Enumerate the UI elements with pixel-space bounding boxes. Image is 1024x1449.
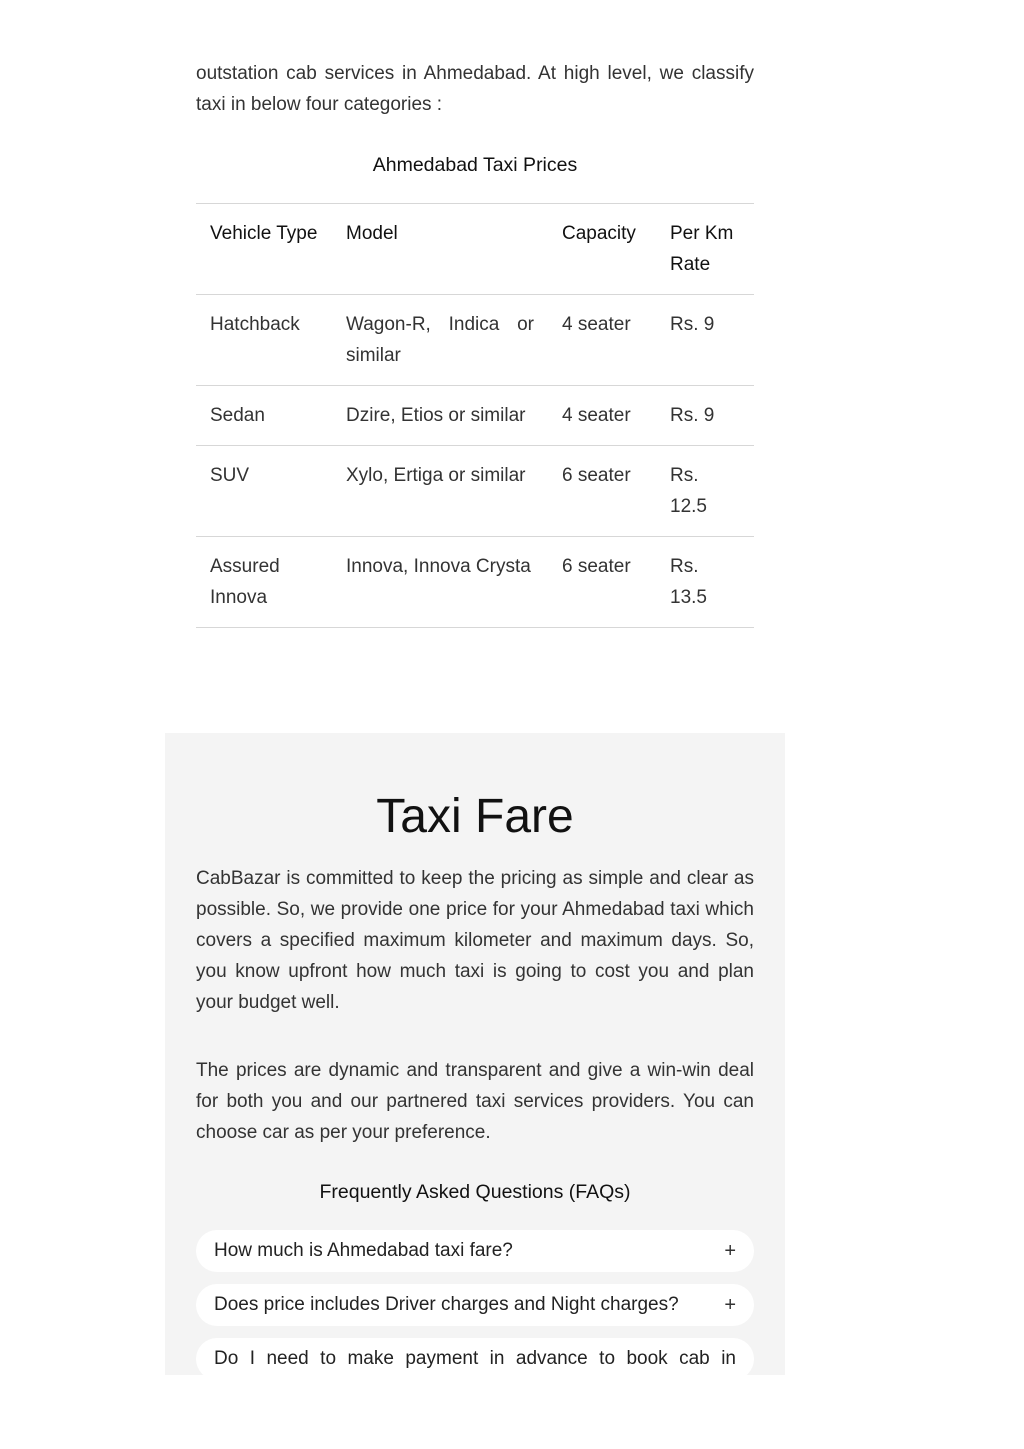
cell-model: Innova, Innova Crysta [332,537,548,628]
cell-capacity: 4 seater [548,295,656,386]
plus-icon[interactable]: + [724,1293,736,1316]
cell-model: Wagon-R, Indica or similar [332,295,548,386]
header-capacity: Capacity [548,204,656,295]
cell-vehicle-type: Sedan [196,386,332,446]
cell-model: Dzire, Etios or similar [332,386,548,446]
cell-rate: Rs. 12.5 [656,446,754,537]
table-row [196,386,754,446]
cell-vehicle-type: Assured Innova [196,537,332,628]
intro-paragraph: outstation cab services in Ahmedabad. At high level, we classify taxi in below four categories : [196,63,754,115]
header-model: Model [332,204,548,295]
table-row [196,295,754,386]
faq-question: How much is Ahmedabad taxi fare? [214,1240,513,1261]
taxi-fare-title: Taxi Fare [376,790,574,843]
taxi-fare-section [165,733,785,1375]
table-row [196,537,754,628]
faq-title: Frequently Asked Questions (FAQs) [319,1181,631,1203]
cell-rate: Rs. 9 [656,295,754,386]
cell-capacity: 6 seater [548,446,656,537]
cell-capacity: 6 seater [548,537,656,628]
faq-item-ahmedabad-fare[interactable] [196,1230,754,1272]
table-row [196,446,754,537]
table-header-row [196,204,754,295]
cell-vehicle-type: SUV [196,446,332,537]
faq-question: Does price includes Driver charges and Night charges? [214,1294,679,1315]
prices-table-caption: Ahmedabad Taxi Prices [372,154,578,176]
fare-paragraph-1: CabBazar is committed to keep the pricing as simple and clear as possible. So, we provide one price for your Ahmedabad taxi which covers a specified maximum kilometer and maximum days. So, you know upfront how much taxi is going to cost you and plan your budget well. [196,868,754,1013]
cell-model: Xylo, Ertiga or similar [332,446,548,537]
faq-item-driver-night-charges[interactable] [196,1284,754,1326]
header-vehicle-type: Vehicle Type [196,204,332,295]
cell-rate: Rs. 13.5 [656,537,754,628]
plus-icon[interactable]: + [724,1239,736,1262]
header-per-km-rate: Per Km Rate [656,204,754,295]
cell-vehicle-type: Hatchback [196,295,332,386]
cell-capacity: 4 seater [548,386,656,446]
faq-item-advance-payment[interactable] [196,1338,754,1375]
fare-paragraph-2: The prices are dynamic and transparent and give a win-win deal for both you and our partnered taxi services providers. You can choose car as per your preference. [196,1060,754,1143]
cell-rate: Rs. 9 [656,386,754,446]
faq-question: Do I need to make payment in advance to book cab in [214,1348,736,1369]
prices-table [196,203,754,628]
